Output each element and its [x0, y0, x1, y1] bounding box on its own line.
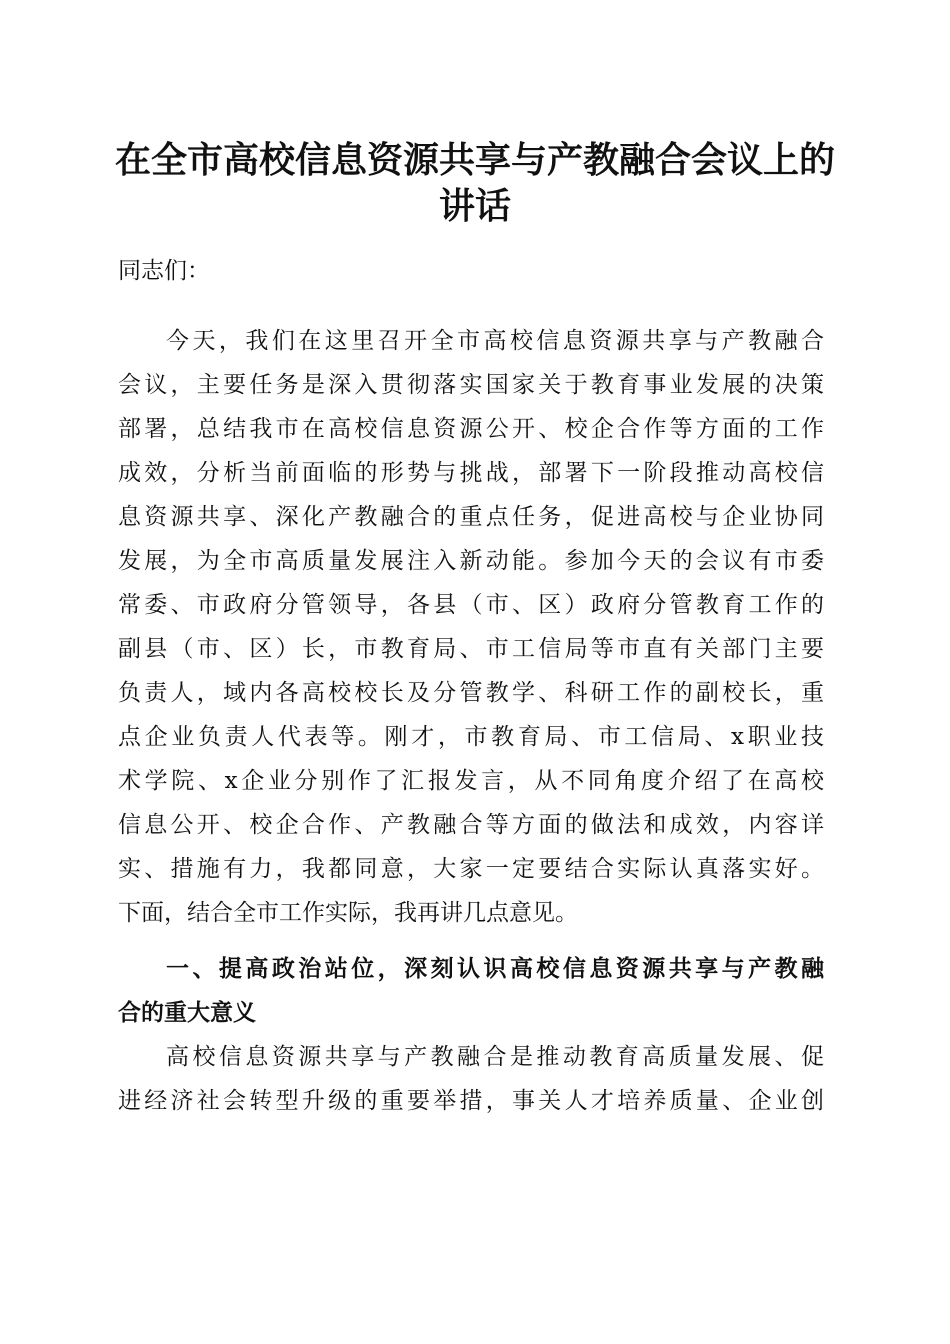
paragraph-2-line: 高校信息资源共享与产教融合是推动教育高质量发展、促: [166, 1044, 824, 1070]
paragraph-1-line: 今天，我们在这里召开全市高校信息资源共享与产教融合: [166, 328, 824, 354]
paragraph-1-line: 点企业负责人代表等。刚才，市教育局、市工信局、x职业技: [118, 724, 824, 750]
paragraph-1-line: 副县（市、区）长，市教育局、市工信局等市直有关部门主要: [118, 636, 824, 662]
paragraph-1-line: 常委、市政府分管领导，各县（市、区）政府分管教育工作的: [118, 592, 824, 618]
paragraph-1-line: 会议，主要任务是深入贯彻落实国家关于教育事业发展的决策: [118, 372, 824, 398]
section-heading-1-continued: 合的重大意义: [118, 1000, 256, 1026]
section-heading-1: 一、提高政治站位，深刻认识高校信息资源共享与产教融: [166, 956, 824, 982]
paragraph-1-line: 息资源共享、深化产教融合的重点任务，促进高校与企业协同: [118, 504, 824, 530]
document-title-line-1: 在全市高校信息资源共享与产教融合会议上的: [114, 139, 835, 181]
paragraph-1-line: 负责人，域内各高校校长及分管教学、科研工作的副校长，重: [118, 680, 824, 706]
paragraph-1-line: 发展，为全市高质量发展注入新动能。参加今天的会议有市委: [118, 548, 824, 574]
paragraph-1-line: 术学院、x企业分别作了汇报发言，从不同角度介绍了在高校: [118, 768, 824, 794]
paragraph-2-line: 进经济社会转型升级的重要举措，事关人才培养质量、企业创: [118, 1088, 824, 1114]
paragraph-1-line: 信息公开、校企合作、产教融合等方面的做法和成效，内容详: [118, 812, 824, 838]
paragraph-1-line: 成效，分析当前面临的形势与挑战，部署下一阶段推动高校信: [118, 460, 824, 486]
paragraph-1-line: 下面，结合全市工作实际，我再讲几点意见。: [118, 900, 578, 926]
salutation: 同志们：: [118, 258, 210, 284]
document-title-line-2: 讲话: [438, 185, 511, 227]
paragraph-1-line: 部署，总结我市在高校信息资源公开、校企合作等方面的工作: [118, 416, 824, 442]
paragraph-1-line: 实、措施有力，我都同意，大家一定要结合实际认真落实好。: [118, 856, 824, 882]
